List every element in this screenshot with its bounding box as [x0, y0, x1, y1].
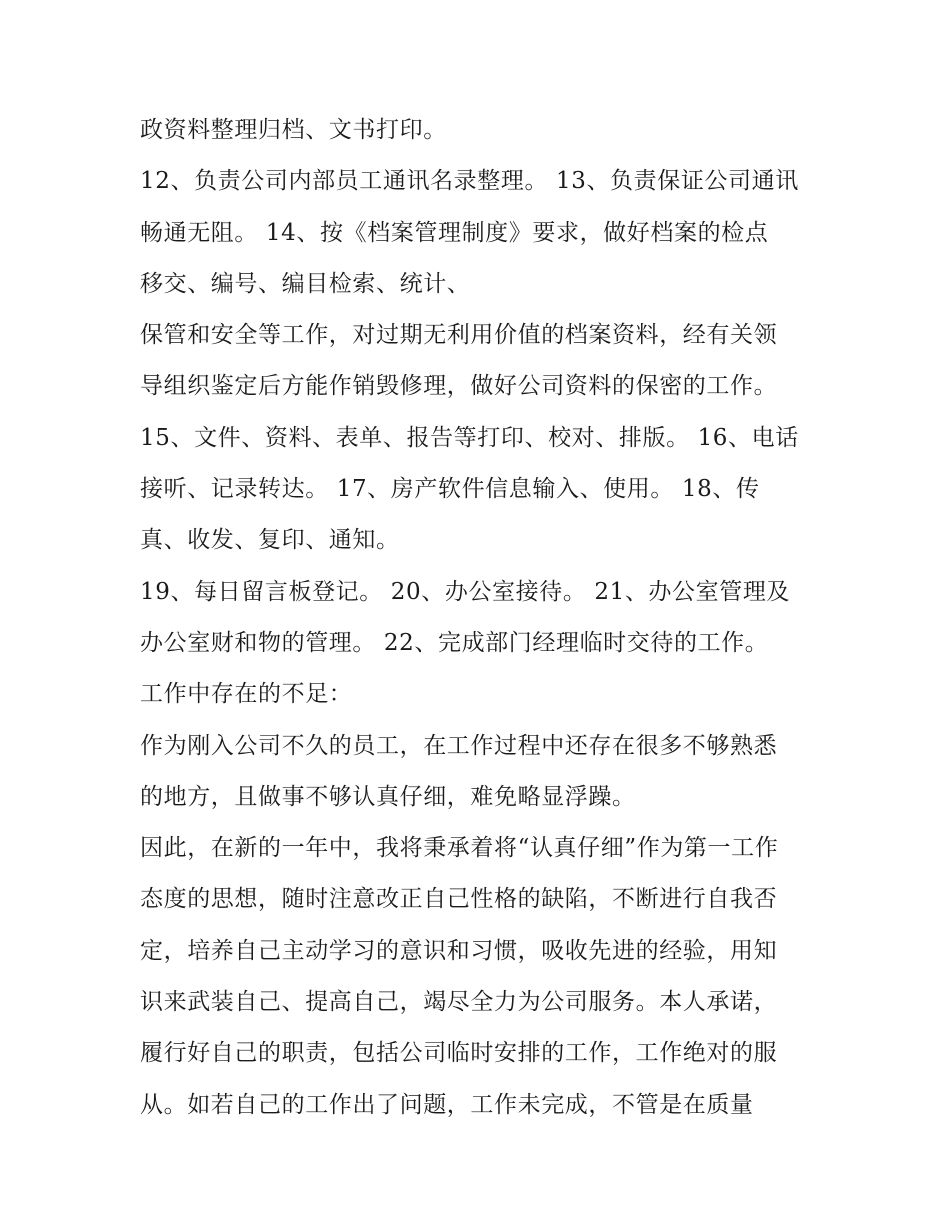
document-body: [140, 105, 830, 1131]
text-line: 政资料整理归档、文书打印。: [140, 117, 447, 143]
text-line: 畅通无阻。 14、按《档案管理制度》要求，做好档案的检点: [140, 219, 769, 246]
text-line: 导组织鉴定后方能作销毁修理，做好公司资料的保密的工作。: [140, 373, 778, 400]
text-line: 移交、编号、编目检索、统计、: [140, 270, 471, 297]
text-line: 真、收发、复印、通知。: [140, 527, 400, 554]
text-line: 态度的思想，随时注意改正自己性格的缺陷，不断进行自我否: [140, 886, 778, 913]
text-line: 定，培养自己主动学习的意识和习惯，吸收先进的经验，用知: [140, 937, 778, 964]
text-line: 12、负责公司内部员工通讯名录整理。 13、负责保证公司通讯: [140, 168, 799, 195]
text-line: 因此，在新的一年中，我将秉承着将“认真仔细”作为第一工作: [140, 835, 779, 862]
text-line: 19、每日留言板登记。 20、办公室接待。 21、办公室管理及: [140, 578, 791, 605]
text-line: 办公室财和物的管理。 22、完成部门经理临时交待的工作。: [140, 629, 769, 656]
text-line: 保管和安全等工作，对过期无利用价值的档案资料，经有关领: [140, 322, 778, 349]
text-line: 15、文件、资料、表单、报告等打印、校对、排版。 16、电话: [140, 424, 799, 451]
text-line: 履行好自己的职责，包括公司临时安排的工作，工作绝对的服: [140, 1040, 778, 1067]
section-heading: 工作中存在的不足：: [140, 681, 353, 708]
text-line: 的地方，且做事不够认真仔细，难免略显浮躁。: [140, 783, 636, 810]
text-line: 作为刚入公司不久的员工，在工作过程中还存在很多不够熟悉: [140, 732, 778, 759]
text-line: 从。如若自己的工作出了问题，工作未完成，不管是在质量: [140, 1091, 754, 1118]
text-line: 识来武装自己、提高自己，竭尽全力为公司服务。本人承诺，: [140, 989, 778, 1016]
text-line: 接听、记录转达。 17、房产软件信息输入、使用。 18、传: [140, 476, 760, 503]
